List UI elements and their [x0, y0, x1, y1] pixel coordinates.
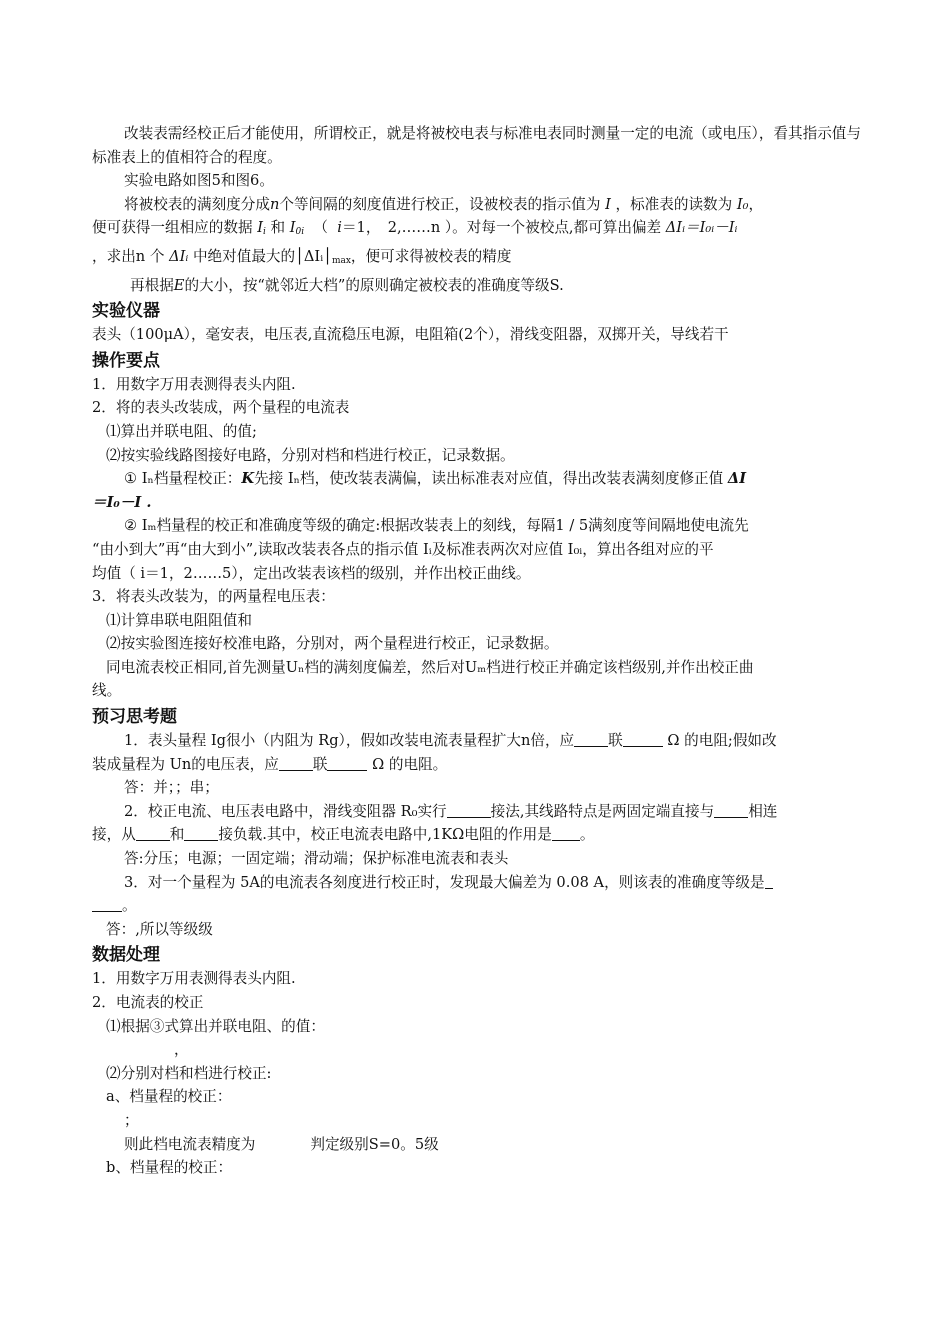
data-line — [92, 1133, 867, 1157]
procedure-text: Iₙ档量程校正： — [141, 470, 242, 488]
data-line: ， — [174, 1041, 189, 1059]
procedure-line: ⑵按实验图连接好校准电路，分别对，两个量程进行校正，记录数据。 — [106, 635, 559, 653]
data-line: 1．用数字万用表测得表头内阻. — [92, 970, 296, 988]
instruments-list: 表头（100μA），毫安表，电压表,直流稳压电源，电阻箱(2个），滑线变阻器，双掷开关，导线若干 — [92, 326, 729, 344]
procedure-line: ⑴计算串联电阻阻值和 — [106, 611, 252, 629]
intro-text: ，便可求得被校表的精度 — [350, 247, 512, 265]
intro-paragraph-3 — [92, 193, 867, 217]
circled-number: ② — [124, 517, 138, 535]
intro-text: （ — [313, 219, 328, 237]
intro-text: ，标准表的读数为 — [615, 195, 733, 213]
intro-text: 将被校表的满刻度分成 — [124, 195, 270, 213]
question-text: 2．校正电流、电压表电路中，滑线变阻器 R₀实行 — [124, 802, 447, 820]
answer-2: 答:分压；电源；一固定端；滑动端；保护标准电流表和表头 — [124, 850, 509, 868]
intro-text: ，求出n 个 — [92, 247, 165, 265]
intro-text: 再根据 — [130, 276, 174, 294]
var-E: E — [173, 276, 185, 294]
data-line: ⑵分别对档和档进行校正: — [106, 1064, 272, 1082]
answer-blank — [574, 732, 608, 747]
question-text: 和 — [169, 826, 185, 844]
question-text: Ω 的电阻。 — [372, 755, 448, 773]
data-line: 2．电流表的校正 — [92, 994, 204, 1011]
procedure-line: “由小到大”再“由大到小”,读取改装表各点的指示值 Iᵢ及标准表两次对应值 I₀ᵢ，算出各组对应的平 — [92, 540, 714, 558]
answer-blank — [765, 874, 773, 889]
procedure-line: 均值（ i＝1，2……5），定出改装表该档的级别，并作出校正曲线。 — [92, 564, 531, 582]
procedure-line: 2．将的表头改装成，两个量程的电流表 — [92, 399, 350, 417]
procedure-text: Iₘ档量程的校正和准确度等级的确定:根据改装表上的刻线，每隔1 / 5满刻度等间隔地使电流先 — [141, 517, 749, 535]
intro-paragraph-4 — [92, 216, 867, 245]
procedure-text: Iₙ档，使改装表满偏，读出标准表对应值，得出改装表满刻度修正值 — [287, 470, 724, 488]
correction-formula: ＝I₀－I . — [92, 493, 152, 511]
question-text: 联 — [312, 755, 328, 773]
answer-blank — [279, 756, 313, 771]
question-2-line — [92, 823, 867, 847]
deviation-formula: ΔIᵢ＝I₀ᵢ－Iᵢ — [665, 219, 738, 237]
procedure-line — [92, 514, 867, 538]
data-line: ； — [124, 1111, 139, 1129]
question-2-line — [92, 800, 867, 824]
intro-paragraph-6 — [92, 274, 867, 298]
question-3-line — [92, 871, 867, 895]
answer-blank — [92, 897, 122, 912]
intro-paragraph-2: 实验电路如图5和图6。 — [124, 172, 274, 190]
procedure-line: 1．用数字万用表测得表头内阻. — [92, 375, 296, 393]
intro-paragraph-1: 改装表需经校正后才能使用，所谓校正，就是将被校电表与标准电表同时测量一定的电流（或电压），看其指示值与标准表上的值相符合的程度。 — [92, 125, 861, 166]
heading-instruments: 实验仪器 — [92, 301, 160, 322]
question-text: 装成量程为 Un的电压表，应 — [92, 755, 279, 773]
circled-number: ① — [124, 470, 138, 488]
procedure-line: ⑵按实验线路图接好电路，分别对档和档进行校正，记录数据。 — [106, 446, 515, 464]
var-K: K — [241, 470, 255, 488]
intro-text: ＝1， 2,……n ）。对每一个被校点,都可算出偏差 — [341, 219, 662, 237]
procedure-line: 同电流表校正相同,首先测量Uₙ档的满刻度偏差，然后对Uₘ档进行校正并确定该档级别,并作出校正曲 — [106, 658, 754, 676]
question-text: 接负载.其中，校正电流表电路中,1KΩ电阻的作用是 — [218, 826, 552, 844]
data-line: a、档量程的校正： — [106, 1088, 232, 1106]
heading-data-processing: 数据处理 — [92, 945, 160, 966]
intro-text: ， — [748, 195, 764, 213]
answer-blank — [623, 732, 663, 747]
var-I: I — [605, 195, 611, 213]
heading-questions: 预习思考题 — [92, 707, 177, 728]
answer-blank — [184, 826, 218, 841]
procedure-line — [92, 467, 867, 491]
heading-procedure: 操作要点 — [92, 350, 160, 371]
data-text: 则此档电流表精度为 — [124, 1135, 256, 1153]
data-line: ⑴根据③式算出并联电阻、的值： — [106, 1017, 325, 1035]
answer-blank — [714, 803, 748, 818]
intro-text: 和 — [270, 219, 286, 237]
var-n: n — [269, 195, 280, 213]
procedure-text: 先接 — [254, 470, 284, 488]
question-3-line — [92, 894, 867, 918]
var-Ii: $I_i$ — [257, 219, 266, 238]
answer-blank — [552, 826, 580, 841]
var-I0i: $I_{0i}$ — [289, 219, 305, 238]
question-text: 接，从 — [92, 826, 136, 844]
intro-text: 中绝对值最大的│ΔIᵢ│ — [192, 247, 332, 265]
question-text: 接法,其线路特点是两固定端直接与 — [490, 802, 715, 820]
procedure-line: 线。 — [92, 682, 122, 700]
question-text: 1．表头量程 Ig很小（内阻为 Rg），假如改装电流表量程扩大n倍，应 — [124, 732, 575, 750]
answer-1: 答：并；；串； — [124, 779, 219, 797]
document-page — [92, 122, 867, 1180]
question-text: 。 — [122, 897, 137, 915]
question-1-line — [92, 753, 867, 777]
question-1-line — [92, 729, 867, 753]
max-subscript: max — [331, 255, 351, 266]
var-i: i — [337, 219, 342, 237]
question-text: 3．对一个量程为 5A的电流表各刻度进行校正时，发现最大偏差为 0.08 A，则该表的准确度等级是 — [124, 873, 765, 891]
data-line: b、档量程的校正： — [106, 1159, 233, 1177]
procedure-line: 3．将表头改装为，的两量程电压表： — [92, 588, 335, 606]
data-text: 判定级别S=0。5级 — [310, 1135, 439, 1153]
question-text: 。 — [579, 826, 595, 844]
answer-blank — [136, 826, 170, 841]
intro-paragraph-5 — [92, 245, 867, 274]
answer-3: 答：,所以等级级 — [106, 920, 213, 938]
var-delta-Ii: ΔIᵢ — [169, 247, 189, 265]
var-I0: I₀ — [736, 195, 749, 213]
intro-text: 个等间隔的刻度值进行校正，设被校表的指示值为 — [279, 195, 601, 213]
intro-text: 便可获得一组相应的数据 — [92, 219, 253, 237]
procedure-line: ⑴算出并联电阻、的值; — [106, 422, 257, 440]
intro-text: 的大小，按“就邻近大档”的原则确定被校表的准确度等级S. — [184, 276, 564, 294]
answer-blank — [447, 803, 491, 818]
question-text: 相连 — [748, 802, 778, 820]
answer-blank — [327, 756, 367, 771]
question-text: 联 — [608, 732, 623, 750]
var-delta-I: ΔI — [727, 470, 747, 488]
procedure-line — [92, 491, 867, 515]
question-text: Ω 的电阻;假如改 — [667, 732, 777, 750]
